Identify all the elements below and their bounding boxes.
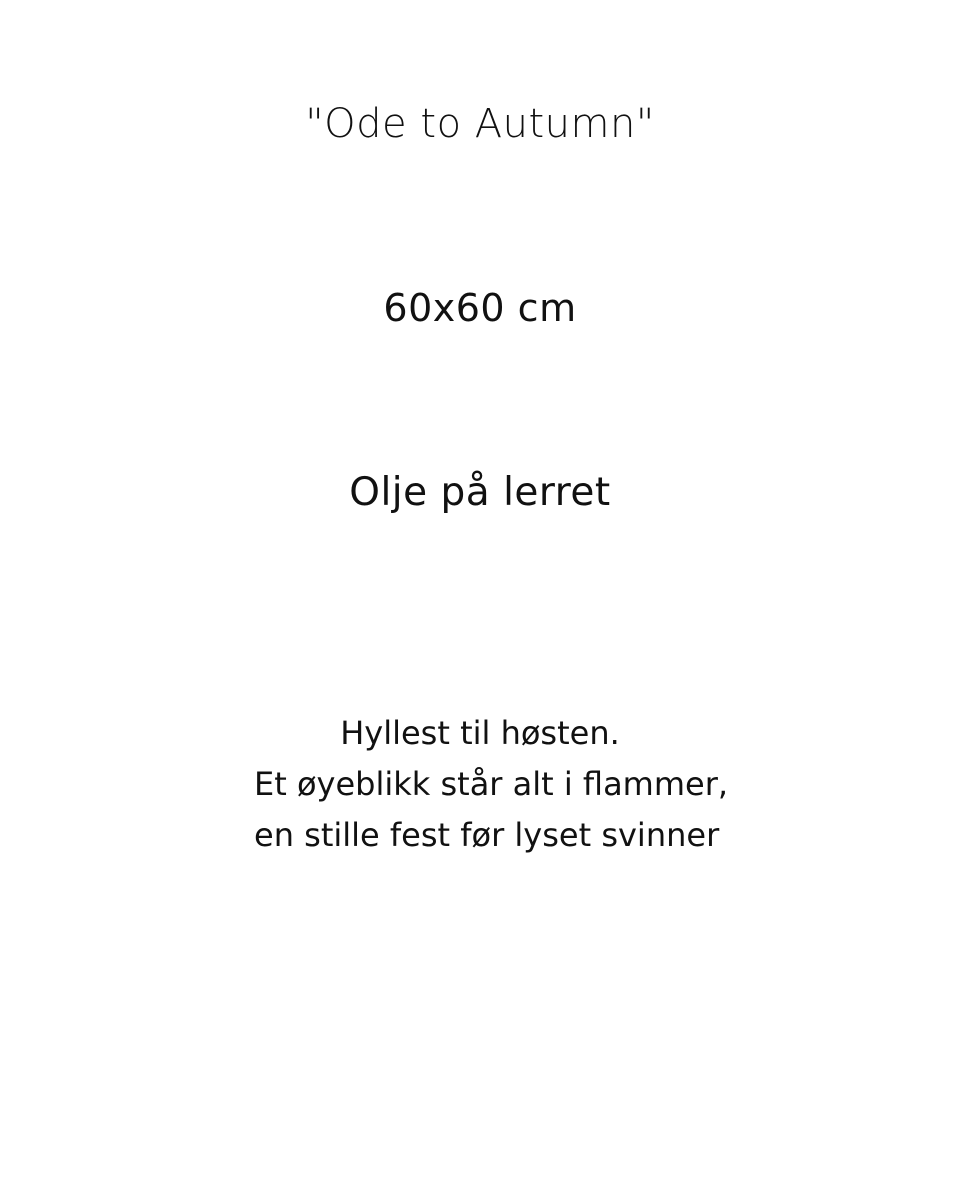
description-line-3: en stille fest før lyset svinner bbox=[254, 816, 720, 854]
description-line-1: Hyllest til høsten. bbox=[340, 714, 620, 752]
description-line-2: Et øyeblikk står alt i flammer, bbox=[254, 765, 729, 803]
artwork-description bbox=[254, 708, 729, 861]
artwork-title: "Ode to Autumn" bbox=[305, 101, 655, 147]
artwork-dimensions: 60x60 cm bbox=[383, 286, 577, 330]
artwork-medium: Olje på lerret bbox=[349, 470, 611, 515]
